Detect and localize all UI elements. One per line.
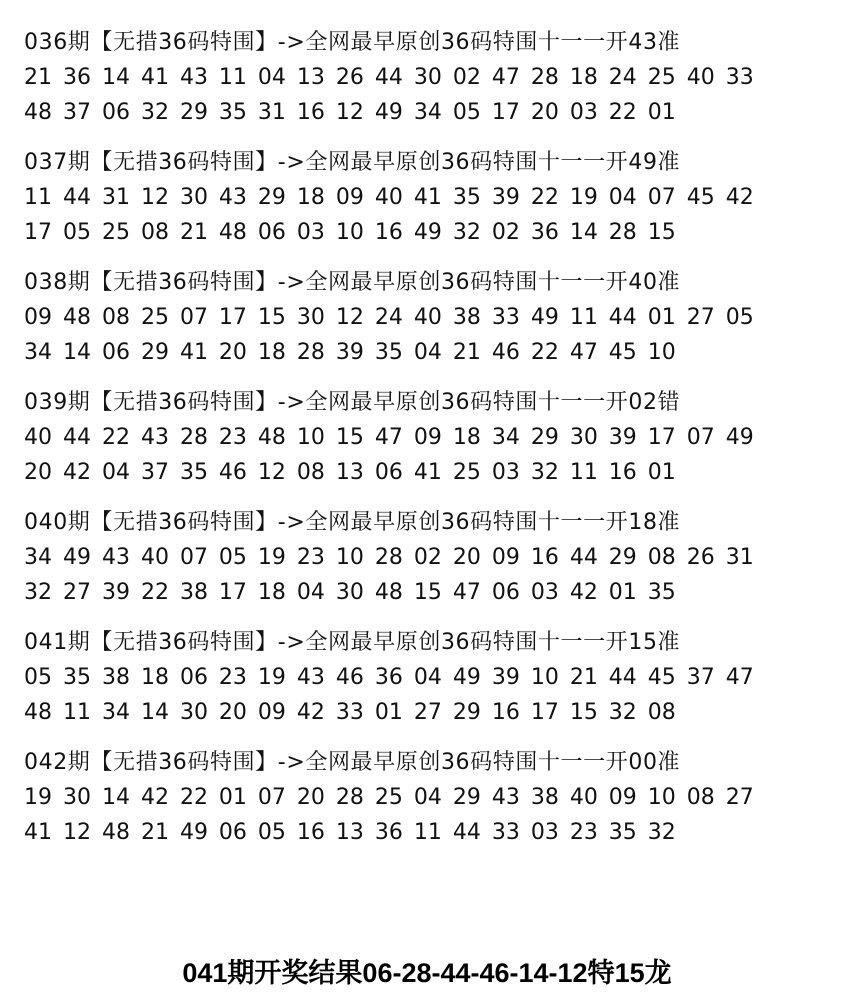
numbers-row: 34 14 06 29 41 20 18 28 39 35 04 21 46 22 47 45 10 [24, 340, 676, 365]
record-title: 040期【无措36码特围】->全网最早原创36码特围十一一开18准 [24, 510, 681, 535]
record-041 [24, 625, 834, 730]
record-title: 038期【无措36码特围】->全网最早原创36码特围十一一开40准 [24, 270, 681, 295]
numbers-row: 17 05 25 08 21 48 06 03 10 16 49 32 02 36 14 28 15 [24, 220, 676, 245]
numbers-row: 05 35 38 18 06 23 19 43 46 36 04 49 39 10 21 44 45 37 47 [24, 665, 754, 690]
record-039 [24, 385, 834, 490]
numbers-row: 48 37 06 32 29 35 31 16 12 49 34 05 17 20 03 22 01 [24, 100, 676, 125]
record-title: 042期【无措36码特围】->全网最早原创36码特围十一一开00准 [24, 750, 681, 775]
record-042 [24, 745, 834, 850]
numbers-row: 41 12 48 21 49 06 05 16 13 36 11 44 33 03 23 35 32 [24, 820, 676, 845]
numbers-row: 48 11 34 14 30 20 09 42 33 01 27 29 16 17 15 32 08 [24, 700, 676, 725]
records-list [24, 25, 834, 865]
record-040 [24, 505, 834, 610]
numbers-row: 20 42 04 37 35 46 12 08 13 06 41 25 03 32 11 16 01 [24, 460, 676, 485]
record-title: 041期【无措36码特围】->全网最早原创36码特围十一一开15准 [24, 630, 681, 655]
numbers-row: 21 36 14 41 43 11 04 13 26 44 30 02 47 28 18 24 25 40 33 [24, 65, 754, 90]
numbers-row: 32 27 39 22 38 17 18 04 30 48 15 47 06 03 42 01 35 [24, 580, 676, 605]
draw-result-banner: 041期开奖结果06-28-44-46-14-12特15龙 [182, 958, 672, 988]
numbers-row: 40 44 22 43 28 23 48 10 15 47 09 18 34 29 30 39 17 07 49 [24, 425, 754, 450]
record-036 [24, 25, 834, 130]
record-title: 036期【无措36码特围】->全网最早原创36码特围十一一开43准 [24, 30, 681, 55]
record-title: 039期【无措36码特围】->全网最早原创36码特围十一一开02错 [24, 390, 681, 415]
record-037 [24, 145, 834, 250]
record-038 [24, 265, 834, 370]
record-title: 037期【无措36码特围】->全网最早原创36码特围十一一开49准 [24, 150, 681, 175]
numbers-row: 19 30 14 42 22 01 07 20 28 25 04 29 43 38 40 09 10 08 27 [24, 785, 754, 810]
numbers-row: 11 44 31 12 30 43 29 18 09 40 41 35 39 22 19 04 07 45 42 [24, 185, 754, 210]
numbers-row: 09 48 08 25 07 17 15 30 12 24 40 38 33 49 11 44 01 27 05 [24, 305, 754, 330]
numbers-row: 34 49 43 40 07 05 19 23 10 28 02 20 09 16 44 29 08 26 31 [24, 545, 754, 570]
